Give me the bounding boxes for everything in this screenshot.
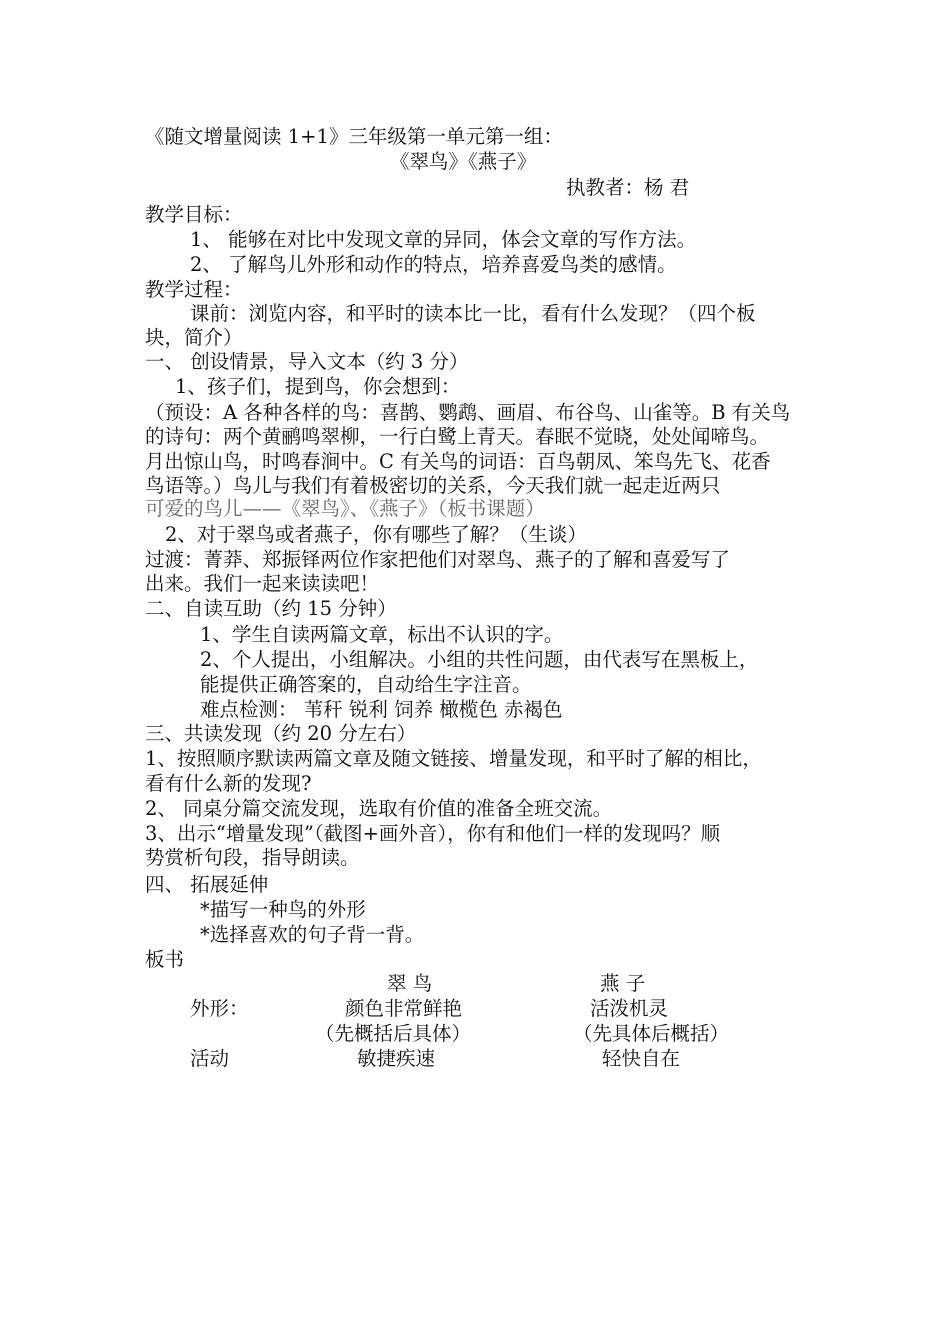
board-row-label: 活动 xyxy=(190,1047,230,1070)
section-title: 四、 拓展延伸 xyxy=(145,873,269,896)
section-title: 二、自读互助（约 15 分钟） xyxy=(145,597,397,620)
board-heading: 板书 xyxy=(145,948,185,971)
board-cell: 轻快自在 xyxy=(602,1047,681,1070)
board-topic-text: 可爱的鸟儿——《翠鸟》、《燕子》（板书课题） xyxy=(145,497,545,520)
difficulty-check: 难点检测： 苇秆 锐利 饲养 橄榄色 赤褐色 xyxy=(200,698,563,721)
process-heading: 教学过程： xyxy=(145,278,243,301)
question-text: 2、对于翠鸟或者燕子，你有哪些了解？（生谈） xyxy=(165,523,587,546)
board-column-title: 燕 子 xyxy=(600,972,646,995)
list-item: 看有什么新的发现? xyxy=(145,772,312,795)
board-cell: 颜色非常鲜艳 xyxy=(345,997,463,1020)
list-item: *描写一种鸟的外形 xyxy=(200,898,366,921)
lesson-titles: 《翠鸟》《燕子》 xyxy=(390,150,537,173)
question-text: 1、孩子们，提到鸟，你会想到： xyxy=(175,375,461,398)
list-item: *选择喜欢的句子背一背。 xyxy=(200,923,425,946)
board-row-label: 外形： xyxy=(190,997,249,1020)
board-note: （先概括后具体） xyxy=(315,1022,472,1045)
transition-text: 过渡：菁莽、郑振铎两位作家把他们对翠鸟、燕子的了解和喜爱写了 xyxy=(145,548,731,571)
teacher-name: 执教者：杨 君 xyxy=(566,176,690,199)
board-column-title: 翠 鸟 xyxy=(387,972,433,995)
board-cell: 活泼机灵 xyxy=(590,997,669,1020)
transition-text: 出来。我们一起来读读吧！ xyxy=(145,572,380,595)
pre-class-text: 课前：浏览内容，和平时的读本比一比，看有什么发现？（四个板 xyxy=(190,302,756,325)
list-item: 能提供正确答案的，自动给生字注音。 xyxy=(200,673,532,696)
board-cell: 敏捷疾速 xyxy=(357,1047,436,1070)
section-title: 三、共读发现（约 20 分左右） xyxy=(145,722,417,745)
preset-text: 的诗句：两个黄鹂鸣翠柳，一行白鹭上青天。春眠不觉晓，处处闻啼鸟。 xyxy=(145,425,770,448)
list-item: 2、 同桌分篇交流发现，选取有价值的准备全班交流。 xyxy=(145,797,613,820)
list-item: 2、个人提出，小组解决。小组的共性问题，由代表写在黑板上， xyxy=(200,648,759,671)
section-title: 一、 创设情景，导入文本（约 3 分） xyxy=(145,350,469,373)
preset-text: 月出惊山鸟，时鸣春涧中。C 有关鸟的词语：百鸟朝凤、笨鸟先飞、花香 xyxy=(145,450,771,473)
list-item: 1、按照顺序默读两篇文章及随文链接、增量发现，和平时了解的相比， xyxy=(145,747,762,770)
board-note: （先具体后概括） xyxy=(573,1022,730,1045)
pre-class-text: 块，简介） xyxy=(145,326,243,349)
document-title: 《随文增量阅读 1+1》三年级第一单元第一组： xyxy=(145,125,563,148)
preset-text: （预设：A 各种各样的鸟：喜鹊、鹦鹉、画眉、布谷鸟、山雀等。B 有关鸟 xyxy=(145,401,791,424)
goal-item: 2、 了解鸟儿外形和动作的特点，培养喜爱鸟类的感情。 xyxy=(190,253,677,276)
preset-text: 鸟语等。）鸟儿与我们有着极密切的关系，今天我们就一起走近两只 xyxy=(145,474,721,497)
list-item: 3、出示“增量发现”（截图+画外音），你有和他们一样的发现吗？顺 xyxy=(145,822,721,845)
goal-item: 1、 能够在对比中发现文章的异同，体会文章的写作方法。 xyxy=(190,228,697,251)
list-item: 势赏析句段，指导朗读。 xyxy=(145,846,360,869)
goals-heading: 教学目标： xyxy=(145,203,243,226)
list-item: 1、学生自读两篇文章，标出不认识的字。 xyxy=(200,623,564,646)
